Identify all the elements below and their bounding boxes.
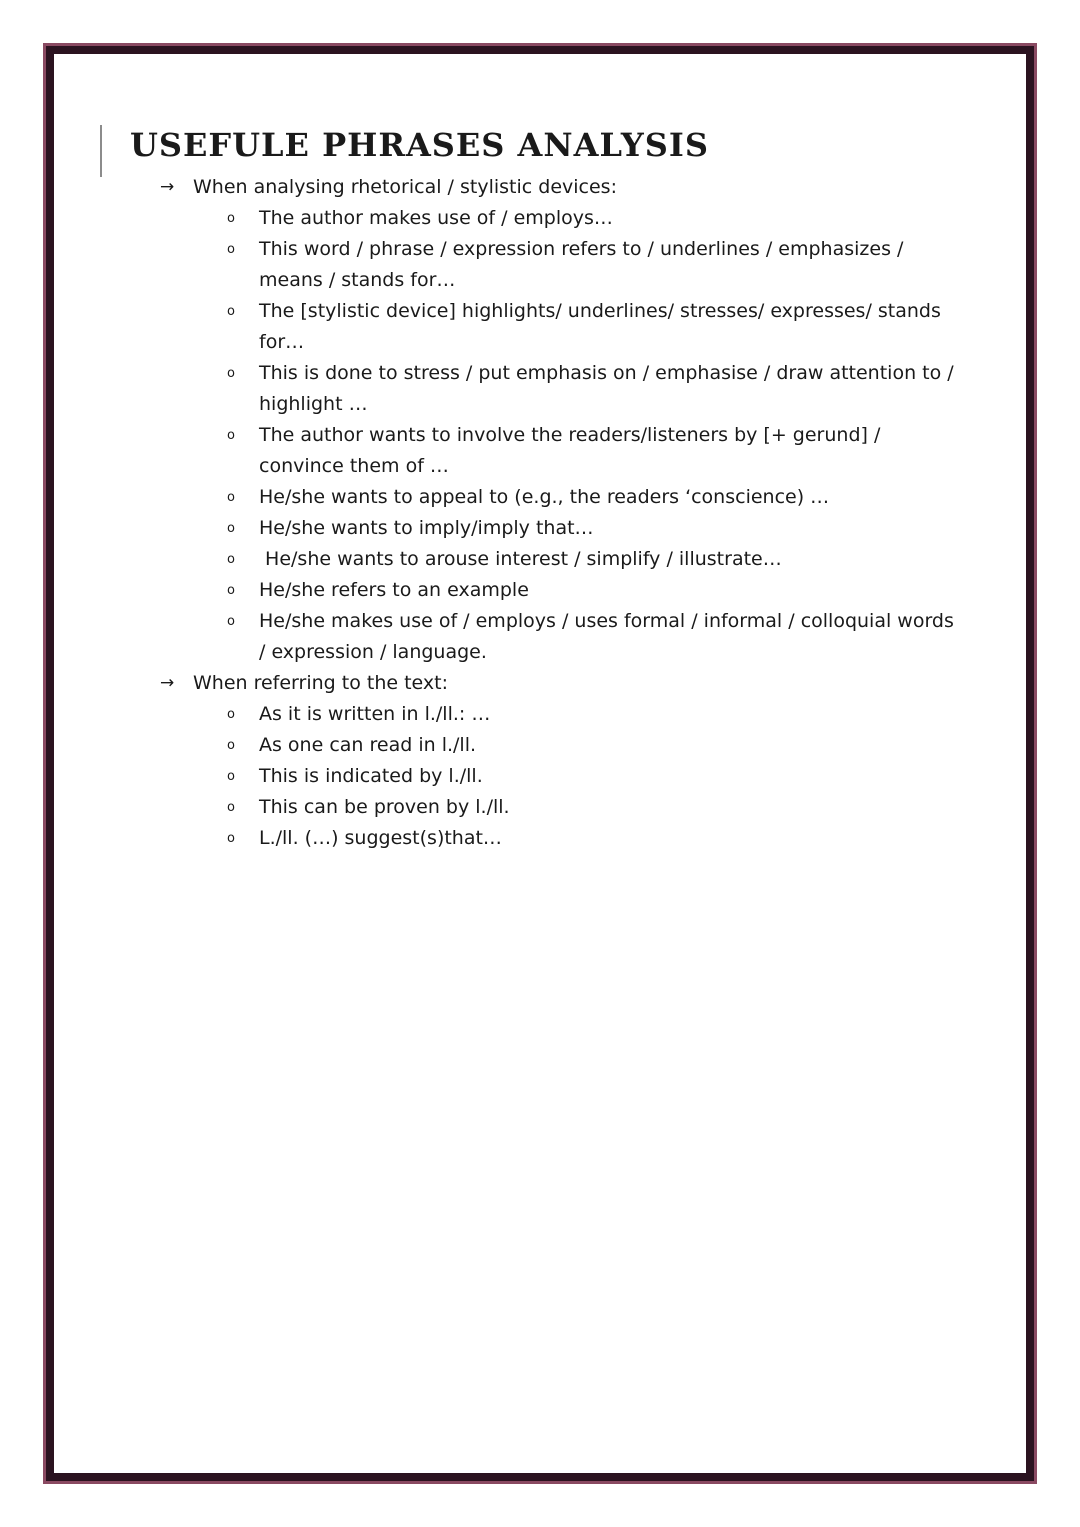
list-item: o He/she makes use of / employs / uses formal / informal / colloquial words / expression / language. bbox=[0, 606, 959, 668]
hollow-circle-bullet-icon: o bbox=[227, 800, 235, 815]
hollow-circle-bullet-icon: o bbox=[227, 831, 235, 846]
heading-side-rule bbox=[100, 125, 102, 177]
hollow-circle-bullet-icon: o bbox=[227, 490, 235, 505]
phrase-list bbox=[0, 203, 1080, 668]
list-item: o L./ll. (…) suggest(s)that… bbox=[0, 823, 959, 854]
arrow-right-icon: → bbox=[160, 177, 175, 197]
list-item: o This is done to stress / put emphasis on / emphasise / draw attention to / highlight … bbox=[0, 358, 959, 420]
hollow-circle-bullet-icon: o bbox=[227, 583, 235, 598]
list-item: o As one can read in l./ll. bbox=[0, 730, 959, 761]
hollow-circle-bullet-icon: o bbox=[227, 521, 235, 536]
arrow-right-icon: → bbox=[160, 673, 175, 693]
list-item: o As it is written in l./ll.: … bbox=[0, 699, 959, 730]
hollow-circle-bullet-icon: o bbox=[227, 242, 235, 257]
section-rhetorical-devices bbox=[0, 172, 1080, 668]
list-item: o He/she wants to arouse interest / simplify / illustrate… bbox=[0, 544, 959, 575]
hollow-circle-bullet-icon: o bbox=[227, 552, 235, 567]
section-referring-to-text bbox=[0, 668, 1080, 854]
section-heading-text: When referring to the text: bbox=[193, 672, 449, 694]
list-item: o The author wants to involve the readers/listeners by [+ gerund] / convince them of … bbox=[0, 420, 959, 482]
list-item: o The [stylistic device] highlights/ underlines/ stresses/ expresses/ stands for… bbox=[0, 296, 959, 358]
list-item: o He/she wants to appeal to (e.g., the readers ‘conscience) … bbox=[0, 482, 959, 513]
list-item: o The author makes use of / employs… bbox=[0, 203, 959, 234]
list-item: o This word / phrase / expression refers to / underlines / emphasizes / means / stands for… bbox=[0, 234, 959, 296]
hollow-circle-bullet-icon: o bbox=[227, 304, 235, 319]
hollow-circle-bullet-icon: o bbox=[227, 211, 235, 226]
list-item: o He/she wants to imply/imply that… bbox=[0, 513, 959, 544]
hollow-circle-bullet-icon: o bbox=[227, 707, 235, 722]
section-heading-text: When analysing rhetorical / stylistic devices: bbox=[193, 176, 617, 198]
document-body bbox=[0, 172, 1080, 854]
section-heading bbox=[0, 668, 1080, 699]
phrase-list bbox=[0, 699, 1080, 854]
hollow-circle-bullet-icon: o bbox=[227, 366, 235, 381]
list-item: o This can be proven by l./ll. bbox=[0, 792, 959, 823]
hollow-circle-bullet-icon: o bbox=[227, 769, 235, 784]
hollow-circle-bullet-icon: o bbox=[227, 614, 235, 629]
hollow-circle-bullet-icon: o bbox=[227, 738, 235, 753]
hollow-circle-bullet-icon: o bbox=[227, 428, 235, 443]
list-item: o This is indicated by l./ll. bbox=[0, 761, 959, 792]
page-title: USEFULE PHRASES ANALYSIS bbox=[130, 126, 709, 164]
list-item: o He/she refers to an example bbox=[0, 575, 959, 606]
section-heading bbox=[0, 172, 1080, 203]
